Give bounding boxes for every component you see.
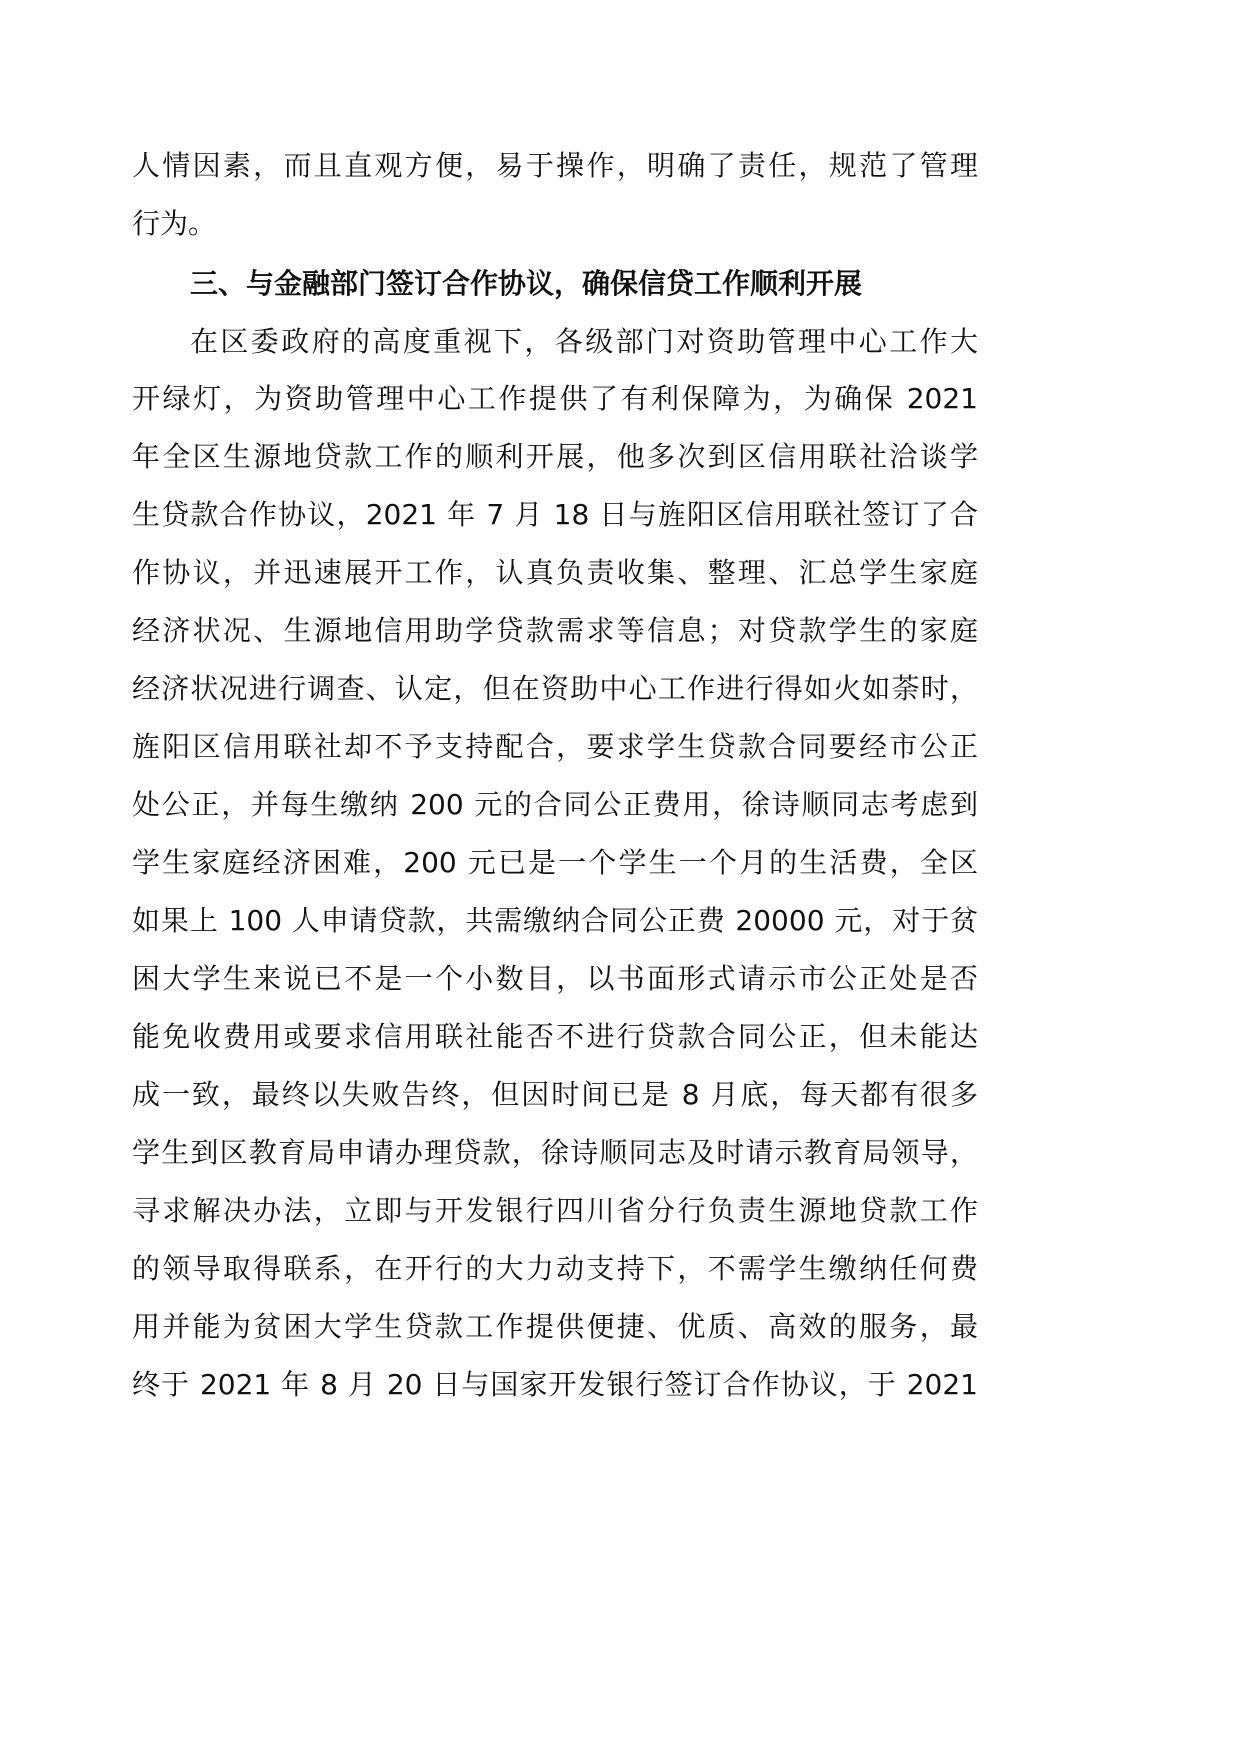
body-line-7: 生贷款合作协议，2021 年 7 月 18 日与旌阳区信用联社签订了合 [132, 498, 978, 531]
body-line-10: 经济状况进行调查、认定，但在资助中心工作进行得如火如荼时， [132, 672, 978, 705]
body-line-12: 处公正，并每生缴纳 200 元的合同公正费用，徐诗顺同志考虑到 [132, 788, 978, 821]
body-line-19: 寻求解决办法，立即与开发银行四川省分行负责生源地贷款工作 [132, 1194, 978, 1227]
body-line-18: 学生到区教育局申请办理贷款，徐诗顺同志及时请示教育局领导， [132, 1136, 978, 1169]
body-line-14: 如果上 100 人申请贷款，共需缴纳合同公正费 20000 元，对于贫 [132, 904, 978, 937]
body-line-22: 终于 2021 年 8 月 20 日与国家开发银行签订合作协议，于 2021 [132, 1368, 978, 1401]
body-line-6: 年全区生源地贷款工作的顺利开展，他多次到区信用联社洽谈学 [132, 440, 978, 473]
body-line-8: 作协议，并迅速展开工作，认真负责收集、整理、汇总学生家庭 [132, 556, 978, 589]
body-line-20: 的领导取得联系，在开行的大力动支持下，不需学生缴纳任何费 [132, 1252, 978, 1285]
paragraph-first-line: 在区委政府的高度重视下，各级部门对资助管理中心工作大 [190, 325, 978, 358]
section-heading: 三、与金融部门签订合作协议，确保信贷工作顺利开展 [190, 267, 863, 300]
body-line-21: 用并能为贫困大学生贷款工作提供便捷、优质、高效的服务，最 [132, 1310, 978, 1343]
body-line-2: 行为。 [132, 207, 217, 240]
body-line-11: 旌阳区信用联社却不予支持配合，要求学生贷款合同要经市公正 [132, 730, 978, 763]
body-line-9: 经济状况、生源地信用助学贷款需求等信息；对贷款学生的家庭 [132, 614, 978, 647]
body-line-13: 学生家庭经济困难，200 元已是一个学生一个月的生活费，全区 [132, 846, 978, 879]
body-line-5: 开绿灯，为资助管理中心工作提供了有利保障为，为确保 2021 [132, 382, 978, 415]
body-line-16: 能免收费用或要求信用联社能否不进行贷款合同公正，但未能达 [132, 1020, 978, 1053]
body-line-15: 困大学生来说已不是一个小数目，以书面形式请示市公正处是否 [132, 962, 978, 995]
body-line-17: 成一致，最终以失败告终，但因时间已是 8 月底，每天都有很多 [132, 1078, 978, 1111]
body-line-1: 人情因素，而且直观方便，易于操作，明确了责任，规范了管理 [132, 149, 978, 182]
